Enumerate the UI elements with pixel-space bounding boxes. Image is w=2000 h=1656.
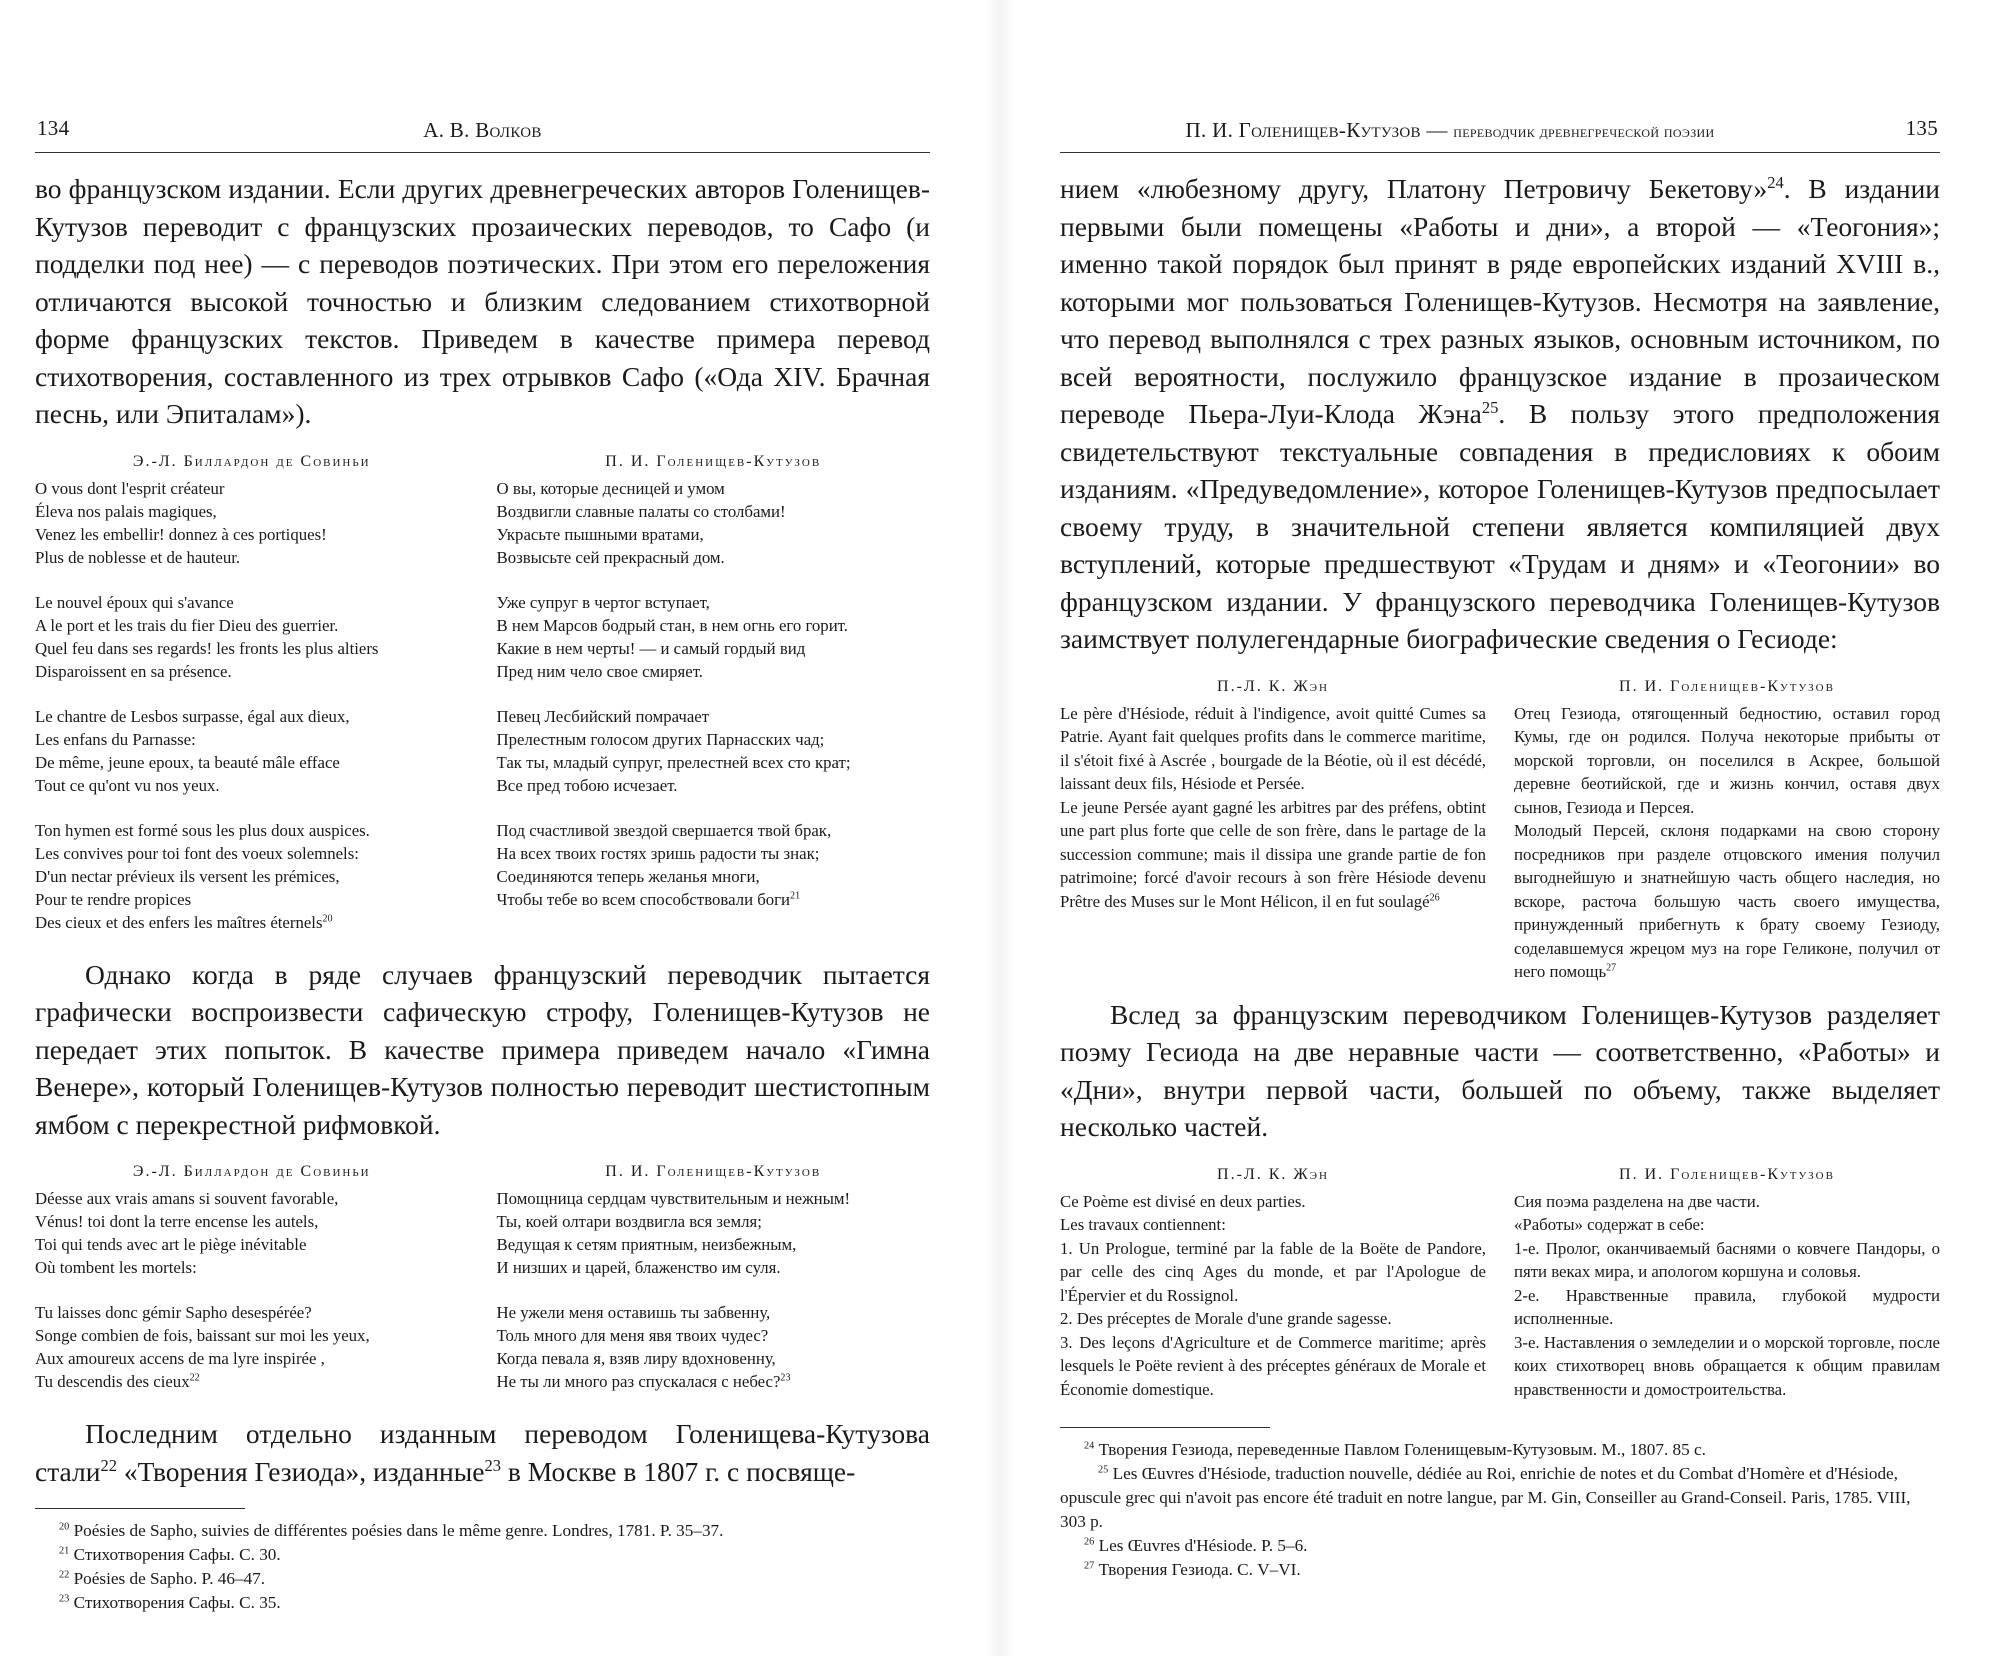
verse-text: Все пред тобою исчезает.: [496, 775, 678, 795]
footnote-ref[interactable]: 27: [1606, 962, 1617, 974]
verse-line: [497, 637, 931, 660]
verse-text: Tout ce qu'ont vu nos yeux.: [35, 775, 220, 795]
column-author: П. И. Голенищев-Кутузов: [1619, 1165, 1835, 1183]
footnote-ref[interactable]: 26: [1429, 891, 1440, 903]
prose-line: Сия поэма разделена на две части.: [1514, 1191, 1760, 1211]
verse-line: [497, 500, 931, 523]
verse-text: De même, jeune epoux, ta beauté mâle efface: [35, 752, 340, 772]
verse-line: [497, 1256, 931, 1279]
footnote: [35, 1591, 930, 1615]
prose-lines: [1514, 1190, 1940, 1402]
running-head: А. В. Волков: [423, 118, 542, 142]
verse-line: [35, 774, 469, 797]
verse-text: Ton hymen est formé sous les plus doux auspices.: [35, 820, 370, 840]
verse-line: [497, 1347, 931, 1370]
verse-text: Певец Лесбийский помрачает: [496, 706, 710, 726]
prose-line: 1. Un Prologue, terminé par la fable de la Boëte de Pandore, par celle des cinq Ages du monde, et par l'Apologue de l'Épervier et du Rossignol.: [1060, 1238, 1486, 1305]
verse-text: Songe combien de fois, baissant sur moi les yeux,: [35, 1326, 370, 1345]
paragraph: Однако когда в ряде случаев французский переводчик пытается графически воспроизвести сафическую строфу, Голенищев-Кутузов не передает этих попыток. В качестве примера приведем начало «Гимна Венере», который Голенищев-Кутузов полностью переводит шестистопным ямбом с перекрестной рифмовкой.: [35, 958, 930, 1140]
footnote-number: 21: [59, 1545, 70, 1557]
verse-text: Toi qui tends avec art le piège inévitable: [35, 1235, 307, 1254]
text-run: Последним отдельно изданным переводом Голенищева-Кутузова стали: [35, 1418, 930, 1487]
verse-line: [35, 1301, 469, 1324]
verse-line: [497, 591, 931, 614]
russian-column: [497, 1163, 931, 1415]
stanza: [35, 591, 469, 683]
verse-text: Quel feu dans ses regards! les fronts les plus altiers: [35, 638, 379, 658]
verse-line: [497, 660, 931, 683]
stanza: [35, 705, 469, 797]
prose-line: 3-е. Наставления о земледелии и о морской торговле, после коих стихотворец вновь обращается к общим правилам нравственности и домостроительства.: [1514, 1332, 1940, 1399]
footnote: [35, 1567, 930, 1591]
verse-text: O vous dont l'esprit créateur: [35, 478, 225, 498]
french-column: [35, 453, 469, 956]
footnote-text: Les Œuvres d'Hésiode, traduction nouvelle, dédiée au Roi, enrichie de notes et du Combat d'Homère et d'Hésiode, opuscule grec qui n'avoit pas encore été traduit en notre langue, par M. Gin, Conseiller au Grand-Conseil. Paris, 1785. VIII, 303 p.: [1060, 1464, 1911, 1531]
verse-line: [35, 705, 469, 728]
text-run: нием «любезному другу, Платону Петровичу Бекетову»: [1060, 173, 1768, 204]
prose-block: [1060, 702, 1486, 914]
verse-text: Pour te rendre propices: [35, 889, 192, 909]
column-author: П.-Л. К. Жэн: [1217, 677, 1329, 695]
verse-text: Éleva nos palais magiques,: [35, 501, 217, 521]
footnote-ref[interactable]: 24: [1767, 172, 1784, 192]
verse-text: Tu laisses donc gémir Sapho desespérée?: [35, 1303, 312, 1322]
footnote: [1060, 1558, 1940, 1582]
verse-text: Соединяются теперь желанья многи,: [496, 866, 760, 886]
verse-line: [35, 614, 469, 637]
footnote-number: 20: [59, 1521, 70, 1533]
prose-lines: [1060, 1190, 1486, 1402]
stanza: [497, 1187, 931, 1279]
running-head-title: П. И. Голенищев-Кутузов: [1185, 118, 1421, 142]
text-run: «Творения Гезиода», изданные: [116, 1455, 485, 1487]
footnote: [1060, 1462, 1940, 1534]
stanza: [497, 705, 931, 797]
stanza: [35, 1301, 469, 1393]
verse-text: Disparoissent en sa présence.: [35, 661, 232, 681]
prose-paragraph: [1514, 702, 1940, 820]
french-column: [35, 1163, 469, 1415]
verse-line: [35, 865, 469, 888]
verse-text: Les enfans du Parnasse:: [35, 729, 196, 749]
verse-line: [35, 546, 469, 569]
paragraph: [1060, 170, 1940, 658]
verse-line: [497, 819, 931, 842]
left-page-body: [35, 170, 930, 1615]
left-page-header: [35, 112, 930, 153]
poem-stanzas: [497, 1187, 931, 1393]
verse-line: [497, 523, 931, 546]
verse-line: [497, 865, 931, 888]
verse-line: [497, 842, 931, 865]
poem-stanzas: [35, 477, 469, 934]
paragraph: Вслед за французским переводчиком Голенищев-Кутузов разделяет поэму Гесиода на две неравные части — соответственно, «Работы» и «Дни», внутри первой части, большей по объему, также выделяет несколько частей.: [1060, 998, 1940, 1142]
footnote: [35, 1519, 930, 1543]
verse-line: [35, 888, 469, 911]
verse-line: [35, 1347, 469, 1370]
footnote-ref[interactable]: 25: [1481, 397, 1499, 417]
footnote-number: 24: [1084, 1440, 1095, 1452]
running-head-subtitle: переводчик древнегреческой поэзии: [1453, 122, 1715, 141]
stanza: [497, 591, 931, 683]
verse-text: Où tombent les mortels:: [35, 1258, 197, 1277]
footnote-number: 23: [59, 1593, 70, 1605]
prose-paragraph: [1060, 702, 1486, 796]
verse-line: [35, 842, 469, 865]
footnote-text: Poésies de Sapho, suivies de différentes poésies dans le même genre. Londres, 1781. P. 35–37.: [73, 1521, 724, 1540]
footnote-number: 26: [1084, 1536, 1095, 1548]
footnote-text: Творения Гезиода, переведенные Павлом Голенищевым-Кутузовым. М., 1807. 85 с.: [1098, 1440, 1706, 1459]
verse-text: Воздвигли славные палаты со столбами!: [496, 501, 786, 521]
verse-text: Ты, коей олтари воздвигла вся земля;: [496, 1212, 762, 1231]
parallel-texts: [35, 1163, 930, 1415]
verse-text: Какие в нем черты! — и самый гордый вид: [496, 638, 806, 658]
verse-text: Пред ним чело свое смиряет.: [496, 661, 703, 681]
verse-text: Les convives pour toi font des voeux solemnels:: [35, 843, 359, 863]
verse-text: И низших и царей, блаженство им суля.: [496, 1258, 781, 1277]
verse-line: [497, 888, 931, 911]
prose-line: Les travaux contiennent:: [1060, 1215, 1226, 1234]
footnote-text: Poésies de Sapho. P. 46–47.: [73, 1569, 266, 1588]
prose-text: Le père d'Hésiode, réduit à l'indigence, avoit quitté Cumes sa Patrie. Ayant fait quelques profits dans le commerce maritime, il s'étoit fixé à Ascrée , bourgade de la Béotie, où il est décédé, laissant deux fils, Hésiode et Persée.: [1060, 703, 1486, 793]
verse-text: Помощница сердцам чувствительным и нежным!: [496, 1189, 851, 1208]
verse-line: [35, 751, 469, 774]
book-gutter: [985, 0, 1015, 1656]
verse-line: [497, 1210, 931, 1233]
verse-text: Чтобы тебе во всем способствовали боги: [496, 889, 791, 909]
footnote-ref[interactable]: 21: [790, 889, 801, 901]
verse-text: Tu descendis des cieux: [35, 1372, 190, 1391]
prose-line: 2-е. Нравственные правила, глубокой мудрости исполненные.: [1514, 1285, 1940, 1328]
column-author: П. И. Голенищев-Кутузов: [605, 452, 822, 470]
right-page: [1060, 0, 1940, 1656]
stanza: [497, 1301, 931, 1393]
verse-line: [35, 1370, 469, 1393]
parallel-texts: [1060, 1166, 1940, 1402]
footnote-ref[interactable]: 23: [780, 1372, 791, 1384]
prose-line: 3. Des leçons d'Agriculture et de Commerce maritime; après lesquels le Poëte revient à des préceptes généraux de Morale et Économie domestique.: [1060, 1332, 1486, 1399]
verse-text: Прелестным голосом других Парнасских чад;: [496, 729, 825, 749]
verse-line: [35, 1324, 469, 1347]
right-page-body: [1060, 170, 1940, 1582]
footnote-ref[interactable]: 22: [100, 1455, 117, 1475]
verse-line: [35, 591, 469, 614]
verse-text: Aux amoureux accens de ma lyre inspirée ,: [35, 1349, 325, 1368]
poem-stanzas: [35, 1187, 469, 1393]
footnote: [1060, 1534, 1940, 1558]
russian-column: [497, 453, 931, 956]
verse-text: Déesse aux vrais amans si souvent favorable,: [35, 1189, 339, 1208]
text-run: . В пользу этого предположения свидетельствуют текстуальные совпадения в предисловиях к обоим изданиям. «Предуведомление», которое Голенищев-Кутузов предпосылает своему труду, в значительной степени является компиляцией двух вступлений, которые предшествуют «Трудам и дням» и «Теогонии» во французском издании. У французского переводчика Голенищев-Кутузов заимствует полулегендарные биографические сведения о Гесиоде:: [1060, 398, 1940, 654]
verse-line: [497, 728, 931, 751]
column-author: Э.-Л. Биллардон де Совиньи: [132, 452, 371, 470]
verse-text: Не ужели меня оставишь ты забвенну,: [496, 1303, 771, 1322]
footnote-number: 22: [59, 1569, 70, 1581]
footnote: [1060, 1438, 1940, 1462]
footnote: [35, 1543, 930, 1567]
verse-text: Le chantre de Lesbos surpasse, égal aux dieux,: [35, 706, 350, 726]
verse-text: Ведущая к сетям приятным, неизбежным,: [496, 1235, 797, 1254]
verse-line: [497, 546, 931, 569]
page-number: 135: [1905, 116, 1938, 140]
verse-text: Толь много для меня явя твоих чудес?: [496, 1326, 769, 1345]
left-page: [35, 0, 930, 1656]
verse-line: [35, 1210, 469, 1233]
verse-line: [35, 660, 469, 683]
footnote-ref[interactable]: 23: [484, 1455, 501, 1475]
verse-text: Под счастливой звездой свершается твой брак,: [496, 820, 832, 840]
verse-line: [497, 1370, 931, 1393]
right-page-header: [1060, 112, 1940, 153]
verse-text: Des cieux et des enfers les maîtres éternels: [35, 912, 323, 932]
verse-text: Vénus! toi dont la terre encense les autels,: [35, 1212, 319, 1231]
verse-text: О вы, которые десницей и умом: [496, 478, 725, 498]
verse-line: [497, 1233, 931, 1256]
text-run: . В издании первыми были помещены «Работы и дни», а второй — «Теогония»; именно такой порядок был принят в ряде европейских изданий XVIII в., которыми мог пользоваться Голенищев-Кутузов. Несмотря на заявление, что перевод выполнялся с трех разных языков, основным источником, по всей вероятности, послужило французское издание в прозаическом переводе Пьера-Луи-Клода Жэна: [1060, 173, 1940, 429]
verse-text: D'un nectar prévieux ils versent les prémices,: [35, 866, 340, 886]
verse-text: Возвысьте сей прекрасный дом.: [496, 547, 725, 567]
verse-line: [35, 1256, 469, 1279]
prose-text: Отец Гезиода, отягощенный бедностию, оставил город Кумы, где он родился. Получа некоторые прибыты от морской торговли, он поселился в Аскрее, большой деревне беотийской, где и жизнь кончил, оставя двух сынов, Гезиода и Персея.: [1514, 703, 1940, 817]
verse-line: [497, 1324, 931, 1347]
column-author: П.-Л. К. Жэн: [1217, 1165, 1329, 1183]
verse-line: [497, 614, 931, 637]
prose-paragraph: [1514, 819, 1940, 984]
stanza: [35, 1187, 469, 1279]
verse-text: Украсьте пышными вратами,: [496, 524, 704, 544]
verse-line: [35, 500, 469, 523]
footnote-number: 25: [1098, 1464, 1109, 1476]
footnote-text: Творения Гезиода. С. V–VI.: [1098, 1560, 1301, 1579]
verse-text: A le port et les trais du fier Dieu des guerrier.: [35, 615, 339, 635]
paragraph: во французском издании. Если других древнегреческих авторов Голенищев-Кутузов переводит с французских прозаических переводов, то Сафо (и подделки под нее) — с переводов поэтических. При этом его переложения отличаются высокой точностью и близким следованием стихотворной форме французских текстов. Приведем в качестве примера перевод стихотворения, составленного из трех отрывков Сафо («Ода XIV. Брачная песнь, или Эпиталам»).: [35, 173, 930, 429]
french-column: [1060, 1166, 1486, 1402]
stanza: [497, 477, 931, 569]
verse-line: [35, 1233, 469, 1256]
page-number: 134: [37, 116, 70, 140]
verse-line: [497, 1301, 931, 1324]
text-run: в Москве в 1807 г. с посвяще-: [500, 1455, 856, 1487]
parallel-texts: [35, 453, 930, 956]
verse-text: Venez les embellir! donnez à ces portiques!: [35, 524, 327, 544]
prose-paragraph: [1060, 796, 1486, 914]
russian-column: [1514, 1166, 1940, 1402]
footnote-ref[interactable]: 22: [189, 1372, 200, 1384]
stanza: [35, 477, 469, 569]
verse-line: [497, 774, 931, 797]
footnotes: [35, 1519, 930, 1615]
verse-text: Le nouvel époux qui s'avance: [35, 592, 234, 612]
prose-line: «Работы» содержат в себе:: [1514, 1215, 1705, 1234]
stanza: [497, 819, 931, 911]
russian-column: [1514, 678, 1940, 984]
prose-text: Молодый Персей, склоня подарками на свою сторону посредников при разделе отцовского имения получил выгоднейшую и знатнейшую часть общего наследия, но вскоре, расточа большую часть своего имущества, принужденный прибегнуть к брату своему Гезиоду, соделавшемуся жрецом муз на горе Геликоне, получил от него помощь: [1514, 821, 1940, 981]
verse-line: [35, 1187, 469, 1210]
verse-line: [497, 477, 931, 500]
verse-line: [35, 911, 469, 934]
verse-text: На всех твоих гостях зришь радости ты знак;: [496, 843, 820, 863]
footnotes: [1060, 1438, 1940, 1582]
stanza: [35, 819, 469, 934]
running-head: [1060, 118, 1840, 143]
prose-block: [1514, 702, 1940, 984]
footnote-divider: [35, 1508, 245, 1509]
verse-line: [35, 728, 469, 751]
footnote-text: Стихотворения Сафы. С. 30.: [73, 1545, 281, 1564]
verse-line: [35, 477, 469, 500]
footnote-text: Les Œuvres d'Hésiode. P. 5–6.: [1098, 1536, 1308, 1555]
parallel-texts: [1060, 678, 1940, 984]
footnote-divider: [1060, 1427, 1270, 1428]
verse-line: [35, 523, 469, 546]
verse-line: [497, 751, 931, 774]
prose-text: Le jeune Persée ayant gagné les arbitres par des préfens, obtint une part plus forte que celle de son frère, dans le partage de la succession commune; mais il dissipa une grande partie de fon patrimoine; forcé d'avoir recours à son frère Hésiode devenu Prêtre des Muses sur le Mont Hélicon, il en fut soulagé: [1060, 797, 1486, 911]
column-author: П. И. Голенищев-Кутузов: [1619, 677, 1835, 695]
poem-stanzas: [497, 477, 931, 911]
verse-line: [35, 637, 469, 660]
verse-line: [497, 705, 931, 728]
footnote-text: Стихотворения Сафы. С. 35.: [73, 1593, 281, 1612]
verse-line: [497, 1187, 931, 1210]
footnote-number: 27: [1084, 1560, 1095, 1572]
verse-text: Когда певала я, взяв лиру вдохновенну,: [496, 1349, 776, 1368]
footnote-ref[interactable]: 20: [322, 912, 333, 924]
prose-line: Ce Poème est divisé en deux parties.: [1060, 1191, 1306, 1211]
paragraph: [35, 1415, 930, 1490]
verse-text: В нем Марсов бодрый стан, в нем огнь его горит.: [496, 615, 848, 635]
column-author: П. И. Голенищев-Кутузов: [605, 1163, 822, 1180]
verse-text: Так ты, младый супруг, прелестней всех сто крат;: [496, 752, 851, 772]
running-head-dash: —: [1420, 118, 1454, 142]
prose-line: 1-е. Пролог, оканчиваемый баснями о ковчеге Пандоры, о пяти веках мира, и апологом коршуна и соловья.: [1514, 1238, 1940, 1281]
column-author: Э.-Л. Биллардон де Совиньи: [132, 1163, 371, 1180]
verse-text: Уже супруг в чертог вступает,: [496, 592, 710, 612]
verse-text: Plus de noblesse et de hauteur.: [35, 547, 241, 567]
french-column: [1060, 678, 1486, 984]
verse-text: Не ты ли много раз спускалася с небес?: [496, 1372, 781, 1391]
prose-line: 2. Des préceptes de Morale d'une grande sagesse.: [1060, 1309, 1392, 1328]
verse-line: [35, 819, 469, 842]
